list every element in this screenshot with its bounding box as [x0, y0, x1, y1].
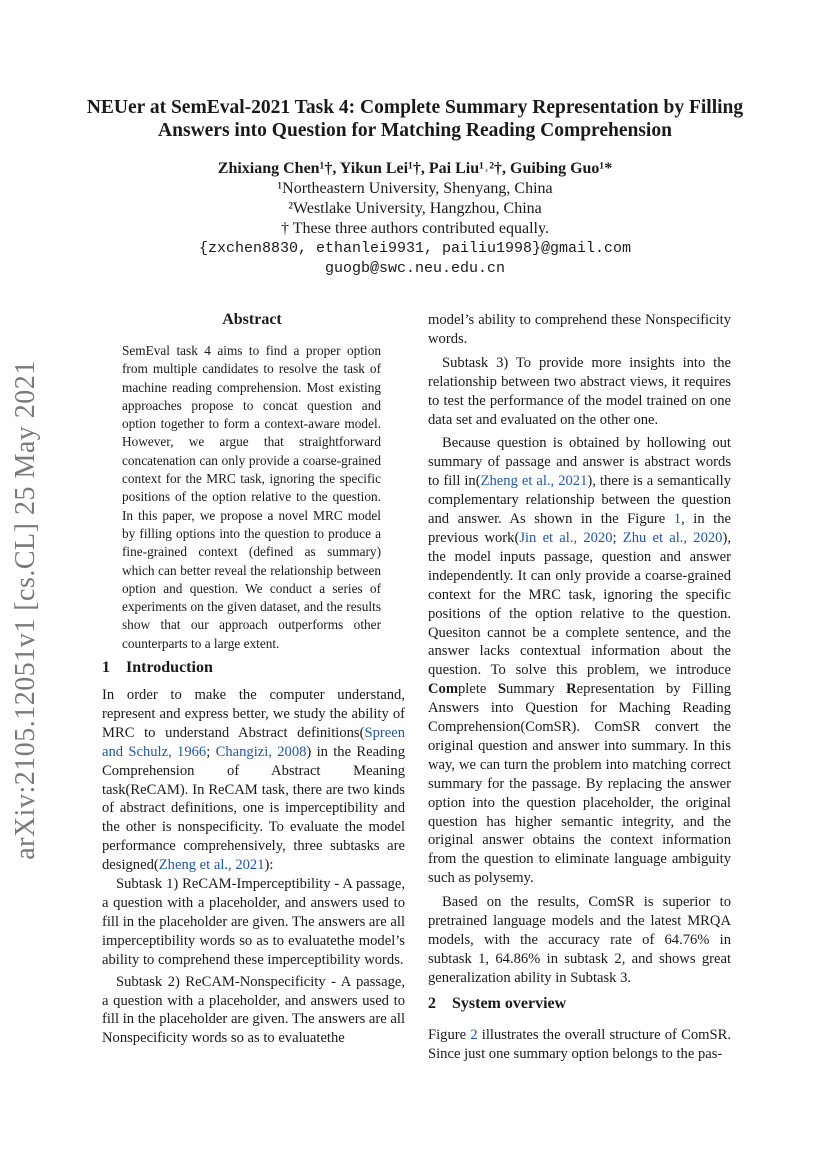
arxiv-identifier: arXiv:2105.12051v1 [cs.CL] 25 May 2021: [10, 360, 41, 860]
intro-paragraph-1: In order to make the computer understand, represent and express better, we study the ability of MRC to understand Abstract definitions(Spreen and Schulz, 1966; Changizi, 2008) in the Reading Comprehension of Abstract Meaning task(ReCAM). In ReCAM task, there are two kinds of abstract definitions, one is imperceptibility and the other is nonspecificity. To evaluate the model performance comprehensively, three subtasks are designed(Zheng et al., 2021):: [102, 687, 405, 874]
affiliation-1: ¹Northeastern University, Shenyang, China: [277, 180, 553, 197]
citation-jin[interactable]: Jin et al., 2020: [519, 529, 613, 546]
figure-2-link[interactable]: 2: [470, 1027, 478, 1043]
subtask-1-paragraph: Subtask 1) ReCAM-Imperceptibility - A passage, a question with a placeholder, and answers used to fill in the placeholder are given. The answers are all imperceptibility words so as to evaluatethe model’s ability to comprehend these imperceptibility words.: [102, 876, 405, 968]
affiliation-2: ²Westlake University, Hangzhou, China: [288, 200, 542, 217]
intro-section-number: 1: [102, 659, 110, 676]
left-column: [102, 686, 405, 1048]
citation-changizi[interactable]: Changizi, 2008: [215, 743, 307, 760]
author-list: [80, 160, 750, 178]
email-line-2[interactable]: guogb@swc.neu.edu.cn: [324, 260, 506, 277]
subtask-3-paragraph: Subtask 3) To provide more insights into the relationship between two abstract views, it requires to test the performance of the model trained on one data set and evaluated on the other one.: [428, 354, 731, 428]
intro-heading: [102, 659, 213, 677]
intro-section-title: Introduction: [126, 659, 213, 676]
subtask-2-paragraph: Subtask 2) ReCAM-Nonspecificity - A passage, a question with a placeholder, and answers used to fill in the placeholder are given. The answers are all Nonspecificity words so as to evaluatethe: [102, 973, 405, 1047]
citation-zhu[interactable]: Zhu et al., 2020: [622, 529, 723, 546]
system-section-number: 2: [428, 995, 436, 1012]
arxiv-sidebar: [6, 350, 46, 870]
abstract-body: SemEval task 4 aims to find a proper option from multiple candidates to resolve the task of machine reading comprehension. Most existing approaches propose to concat question and option together to form a context-aware model. However, we argue that straightforward concatenation can only provide a coarse-grained context for the MRC task, ignoring the specific positions of the option relative to the question. In this paper, we propose a novel MRC model by filling options into the question to produce a fine-grained context (defined as summary) which can better reveal the relationship between option and question. We conduct a series of experiments on the given dataset, and the results show that our approach outperforms other counterparts to a large extent.: [122, 343, 381, 651]
subtask-2-continuation: model’s ability to comprehend these Nonspecificity words.: [428, 312, 731, 347]
authors-text: Zhixiang Chen¹†, Yikun Lei¹†, Pai Liu¹˒²†, Guibing Guo¹*: [217, 160, 613, 177]
figure-1-link[interactable]: 1: [673, 511, 682, 528]
motivation-paragraph: Because question is obtained by hollowing out summary of passage and answer is abstract words to fill in(Zheng et al., 2021), there is a semantically complementary relationship between the question and answer. As shown in the Figure 1, in the previous work(Jin et al., 2020; Zhu et al., 2020), the model inputs passage, question and answer independently. It can only provide a coarse-grained context for the MRC task, ignoring the specific positions of the option relative to the question. Quesiton cannot be a complete sentence, and the answer lacks contextual information about the question. To solve this problem, we introduce Complete Summary Representation by Filling Answers into Question for Maching Reading Comprehension(ComSR). ComSR convert the original question and answer into summary. In this way, we can turn the problem into matching correct summary for the passage. By replacing the answer option into the question placeholder, the original question has higher semantic integrity, and the original answer obtains the context information from the question to eliminate language ambiguity such as polysemy.: [428, 435, 731, 887]
equal-contribution-note: † These three authors contributed equally.: [281, 220, 549, 237]
citation-zheng[interactable]: Zheng et al., 2021: [158, 857, 265, 874]
system-paragraph: Figure 2 illustrates the overall structure of ComSR. Since just one summary option belongs to the pas-: [428, 1027, 731, 1062]
system-body: [428, 1026, 731, 1064]
system-section-title: System overview: [452, 995, 567, 1012]
right-column: [428, 311, 731, 988]
citation-zheng-2[interactable]: Zheng et al., 2021: [480, 473, 588, 490]
system-heading: [428, 995, 566, 1013]
paper-title: NEUer at SemEval-2021 Task 4: Complete Summary Representation by Filling Answers into Question for Matching Reading Comprehension: [86, 97, 744, 141]
results-paragraph: Based on the results, ComSR is superior to pretrained language models and the latest MRQA models, with the accuracy rate of 64.76% in subtask 1, 64.86% in subtask 2, and shows great generalization ability in Subtask 3.: [428, 894, 731, 986]
abstract-heading: Abstract: [222, 311, 282, 328]
email-line-1[interactable]: {zxchen8830, ethanlei9931, pailiu1998}@gmail.com: [198, 240, 632, 257]
citation-spreen-schulz[interactable]: Spreen and Schulz, 1966: [102, 724, 405, 760]
